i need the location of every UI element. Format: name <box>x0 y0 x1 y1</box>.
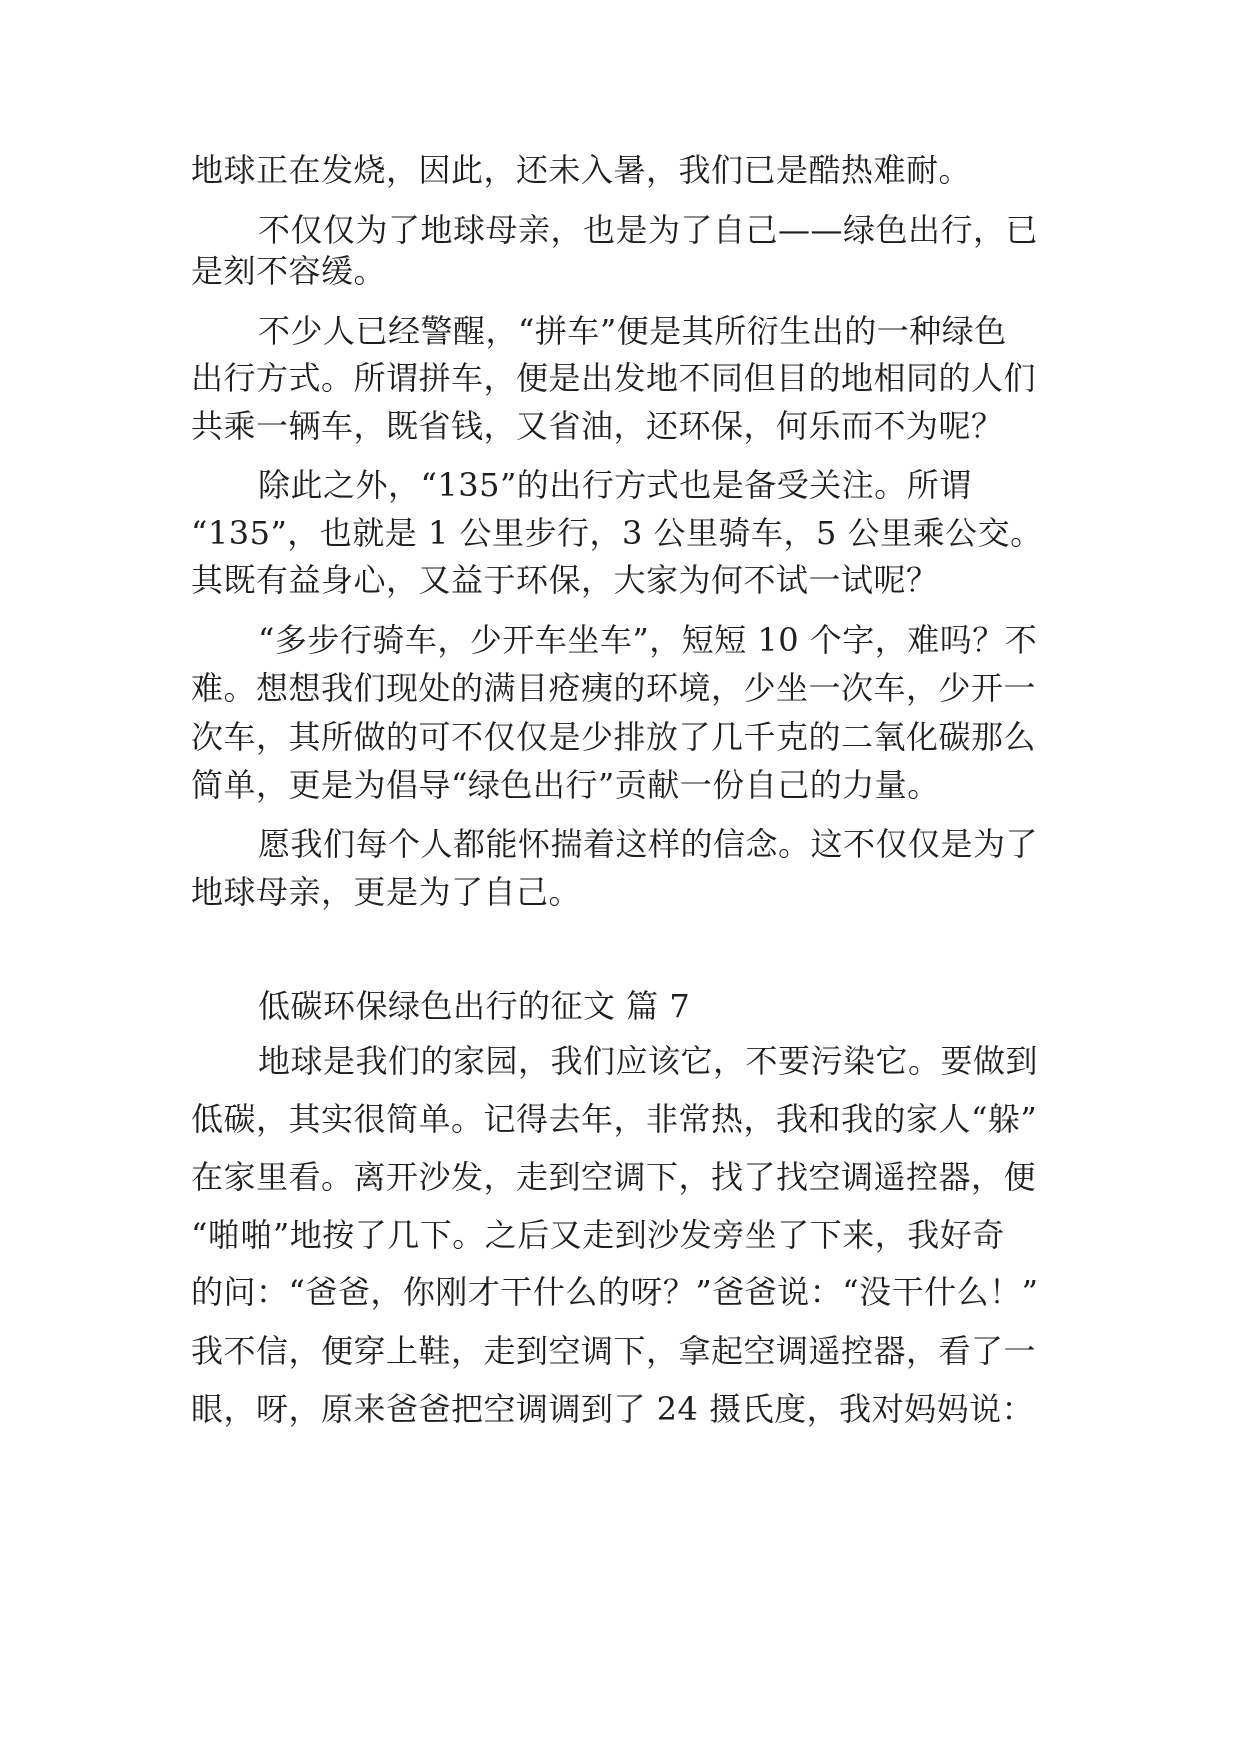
text-line: 简单，更是为倡导“绿色出行”贡献一份自己的力量。 <box>191 766 940 804</box>
text-line: 我不信，便穿上鞋，走到空调下，拿起空调遥控器，看了一 <box>191 1332 1037 1370</box>
paragraph-first-line: 除此之外，“135”的出行方式也是备受关注。所谓 <box>258 466 972 504</box>
paragraph-first-line: “多步行骑车，少开车坐车”，短短 10 个字，难吗？不 <box>258 621 1038 659</box>
text-line: 在家里看。离开沙发，走到空调下，找了找空调遥控器，便 <box>191 1158 1037 1196</box>
text-line: 眼，呀，原来爸爸把空调调到了 24 摄氏度，我对妈妈说： <box>191 1390 1035 1428</box>
text-line: 难。想想我们现处的满目疮痍的环境，少坐一次车，少开一 <box>191 669 1037 707</box>
text-line: 低碳，其实很简单。记得去年，非常热，我和我的家人“躲” <box>191 1100 1038 1138</box>
text-line: 其既有益身心，又益于环保，大家为何不试一试呢？ <box>191 561 939 599</box>
text-line: 出行方式。所谓拼车，便是出发地不同但目的地相同的人们 <box>191 359 1037 397</box>
paragraph-first-line: 愿我们每个人都能怀揣着这样的信念。这不仅仅是为了 <box>258 825 1039 863</box>
text-line: 次车，其所做的可不仅仅是少排放了几千克的二氧化碳那么 <box>191 718 1037 756</box>
text-line: 地球母亲，更是为了自己。 <box>191 873 582 911</box>
paragraph-first-line: 地球是我们的家园，我们应该它，不要污染它。要做到 <box>258 1042 1039 1080</box>
text-line: 的问：“爸爸，你刚才干什么的呀？”爸爸说：“没干什么！” <box>191 1273 1039 1311</box>
text-line: “135”，也就是 1 公里步行，3 公里骑车，5 公里乘公交。 <box>191 514 1043 552</box>
section-heading: 低碳环保绿色出行的征文 篇 7 <box>258 987 691 1025</box>
text-line: “啪啪”地按了几下。之后又走到沙发旁坐了下来，我好奇 <box>191 1216 1005 1254</box>
text-line: 是刻不容缓。 <box>191 252 387 290</box>
text-line: 共乘一辆车，既省钱，又省油，还环保，何乐而不为呢？ <box>191 407 1004 445</box>
paragraph-first-line: 不少人已经警醒，“拼车”便是其所衍生出的一种绿色 <box>258 312 1007 350</box>
paragraph-first-line: 不仅仅为了地球母亲，也是为了自己——绿色出行，已 <box>258 211 1039 249</box>
text-line: 地球正在发烧，因此，还未入暑，我们已是酷热难耐。 <box>191 151 972 189</box>
